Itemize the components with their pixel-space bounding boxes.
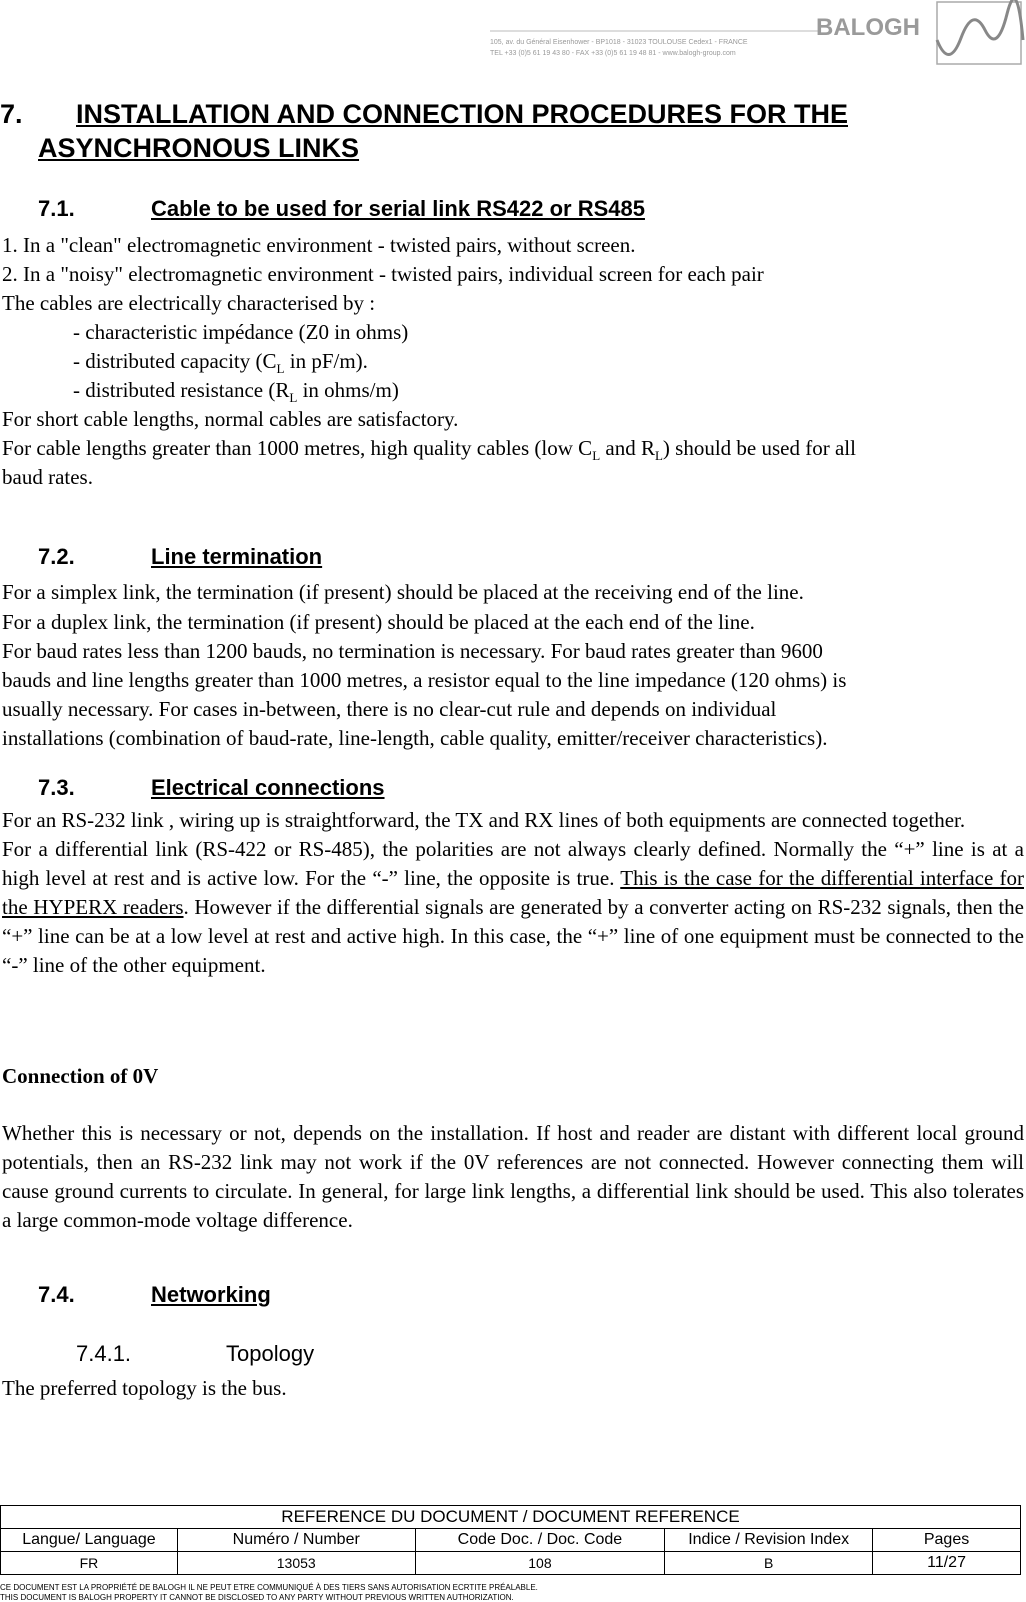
column-header: Langue/ Language [1,1529,178,1552]
company-logo: BALOGH [816,14,920,41]
paragraph: Whether this is necessary or not, depends on the installation. If host and reader are distant with different local ground potentials, then an RS-232 link may not work if the 0V references are not connected. However connecting them will cause ground currents to circulate. In general, for large link lengths, a differential link should be used. This also tolerates a large common-mode voltage difference. [2,1121,1024,1232]
column-header: Pages [873,1529,1021,1552]
logo-wave-icon [935,0,1025,68]
paragraph: For a simplex link, the termination (if present) should be placed at the receiving end of the line. [2,580,804,604]
paragraph: For a differential link (RS-422 or RS-485), the polarities are not always clearly defined. Normally the “+” line is at a high level at rest and is active low. For the “-” line, the opposite is true. This is the case for the differential interface for the HYPERX readers. However if the differential signals are generated by a converter acting on RS-232 signals, then the “+” line can be at a low level at rest and active high. In this case, the “+” line of one equipment must be connected to the “-” line of the other equipment. [2,837,1024,977]
subsection-number: 7.1. [38,196,75,221]
paragraph-block [2,806,1024,980]
pages-value: 11/27 [873,1552,1021,1575]
document-reference-table [0,1505,1021,1575]
subsection-number: 7.3. [38,775,75,800]
company-address: 105, av. du Général Eisenhower - BP1018 - 31023 TOULOUSE Cedex1 - FRANCE [490,39,748,46]
list-item: 1. In a "clean" electromagnetic environment - twisted pairs, without screen. [2,233,636,257]
subsection-title: Networking [151,1282,271,1307]
paragraph: For a duplex link, the termination (if present) should be placed at the each end of the line. [2,610,755,634]
paragraph: usually necessary. For cases in-between, there is no clear-cut rule and depends on individual [2,697,777,721]
disclaimer-fr: CE DOCUMENT EST LA PROPRIÉTÉ DE BALOGH IL NE PEUT ETRE COMMUNIQUÉ À DES TIERS SANS AUTORISATION ECRTITE PRÉALABLE. [0,1583,538,1592]
paragraph: bauds and line lengths greater than 1000 metres, a resistor equal to the line impedance (120 ohms) is [2,668,847,692]
subsection-number: 7.4. [38,1282,75,1307]
paragraph: installations (combination of baud-rate, line-length, cable quality, emitter/receiver characteristics). [2,726,828,750]
subsection-title: Line termination [151,544,323,569]
column-header: Indice / Revision Index [665,1529,873,1552]
doc-code-value: 108 [415,1552,665,1575]
section-title-line1: INSTALLATION AND CONNECTION PROCEDURES FOR THE [76,99,848,129]
paragraph: For cable lengths greater than 1000 metres, high quality cables (low $C_L$ and $R_L$) should be used for all [2,436,856,464]
section-number: 7. [0,99,23,129]
subsubsection-number: 7.4.1. [76,1341,132,1366]
subsubsection-title: Topology [226,1341,315,1366]
section-title-line2: ASYNCHRONOUS LINKS [38,133,360,163]
list-item: 2. In a "noisy" electromagnetic environment - twisted pairs, individual screen for each pair [2,262,764,286]
section-heading [0,96,848,132]
sub-heading: Connection of 0V [2,1064,159,1088]
paragraph: The cables are electrically characterised by : [2,291,376,315]
company-contact: TEL +33 (0)5 61 19 43 80 - FAX +33 (0)5 61 19 48 81 - www.balogh-group.com [490,50,736,57]
subsection-title: Cable to be used for serial link RS422 or RS485 [151,196,645,221]
paragraph: The preferred topology is the bus. [2,1376,287,1400]
revision-index-value: B [665,1552,873,1575]
subsection-title: Electrical connections [151,775,385,800]
column-header: Code Doc. / Doc. Code [415,1529,665,1552]
characteristic-item: - distributed capacity ($C_L$ in pF/m). [73,349,368,377]
header-rule [490,30,820,32]
subsection-number: 7.2. [38,544,75,569]
paragraph: For short cable lengths, normal cables are satisfactory. [2,407,459,431]
number-value: 13053 [177,1552,415,1575]
characteristic-item: - characteristic impédance (Z0 in ohms) [73,320,409,344]
disclaimer-en: THIS DOCUMENT IS BALOGH PROPERTY IT CANNOT BE DISCLOSED TO ANY PARTY WITHOUT PREVIOUS WRITTEN AUTHORIZATION. [0,1593,514,1602]
paragraph: baud rates. [2,465,93,489]
column-header: Numéro / Number [177,1529,415,1552]
paragraph: For an RS-232 link , wiring up is straightforward, the TX and RX lines of both equipments are connected together. [2,808,966,832]
reference-table-title: REFERENCE DU DOCUMENT / DOCUMENT REFERENCE [1,1506,1021,1529]
language-value: FR [1,1552,178,1575]
paragraph: For baud rates less than 1200 bauds, no termination is necessary. For baud rates greater than 9600 [2,639,823,663]
letterhead [0,0,1026,80]
characteristic-item: - distributed resistance ($R_L$ in ohms/m) [73,378,399,406]
